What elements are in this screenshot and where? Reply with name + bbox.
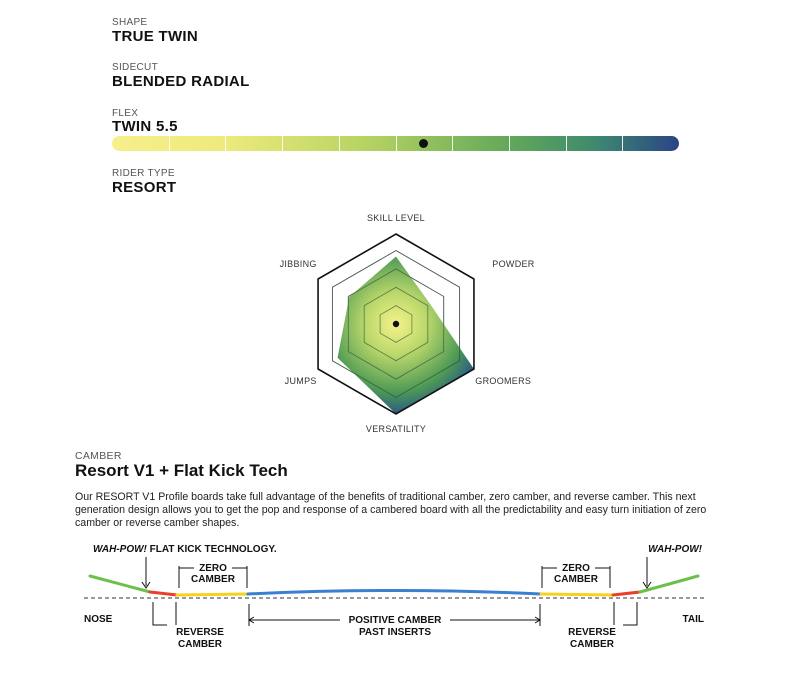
camber-label: CAMBER: [75, 450, 122, 462]
zero-camber-right-label-1: ZERO: [562, 563, 590, 574]
camber-profile-line: [90, 576, 698, 595]
nose-label: NOSE: [84, 614, 113, 625]
zero-camber-left-label-2: CAMBER: [191, 574, 235, 585]
sidecut-label: SIDECUT: [112, 62, 158, 73]
radar-data-polygon: [338, 257, 474, 415]
nose-zero-segment: [177, 594, 248, 595]
radar-axis-label-powder: POWDER: [492, 259, 535, 269]
wahpow-left-label: WAH-POW! FLAT KICK TECHNOLOGY.: [93, 544, 277, 555]
radar-axis-label-jibbing: JIBBING: [279, 259, 317, 269]
nose-reverse-segment: [150, 592, 177, 595]
shape-value: TRUE TWIN: [112, 28, 199, 45]
rider-type-value: RESORT: [112, 179, 177, 196]
camber-description: Our RESORT V1 Profile boards take full advantage of the benefits of traditional camber, zero camber, and reverse camber. This next generation design allows you to get the pop and response of a cambered board with all the predictability and easy turn initiation of zero camber or reverse camber shapes.: [75, 491, 707, 529]
camber-title: Resort V1 + Flat Kick Tech: [75, 461, 288, 480]
reverse-camber-right-label-2: CAMBER: [570, 639, 614, 650]
positive-camber-segment: [248, 591, 541, 595]
tail-rise-segment: [640, 576, 698, 592]
zero-camber-right-label-2: CAMBER: [554, 574, 598, 585]
nose-rise-segment: [90, 576, 150, 592]
radar-center-dot: [393, 321, 399, 327]
tail-reverse-segment: [613, 592, 640, 595]
tail-zero-segment: [541, 594, 613, 595]
flex-label: FLEX: [112, 108, 139, 119]
flex-value: TWIN 5.5: [112, 118, 178, 135]
radar-axis-label-jumps: JUMPS: [284, 376, 317, 386]
zero-camber-left-label-1: ZERO: [199, 563, 227, 574]
radar-axis-label-versatility: VERSATILITY: [365, 424, 427, 434]
positive-camber-label-1: POSITIVE CAMBER: [348, 615, 442, 626]
wahpow-right-label: WAH-POW!: [648, 544, 702, 555]
reverse-camber-left-label-2: CAMBER: [178, 639, 222, 650]
shape-label: SHAPE: [112, 17, 148, 28]
tail-label: TAIL: [682, 614, 704, 625]
radar-axis-label-groomers: GROOMERS: [475, 376, 532, 386]
positive-camber-label-2: PAST INSERTS: [358, 627, 432, 638]
sidecut-value: BLENDED RADIAL: [112, 73, 250, 90]
radar-axis-label-skill-level: SKILL LEVEL: [366, 213, 426, 223]
rider-type-label: RIDER TYPE: [112, 168, 175, 179]
reverse-camber-left-label-1: REVERSE: [176, 627, 224, 638]
reverse-camber-right-label-1: REVERSE: [568, 627, 616, 638]
